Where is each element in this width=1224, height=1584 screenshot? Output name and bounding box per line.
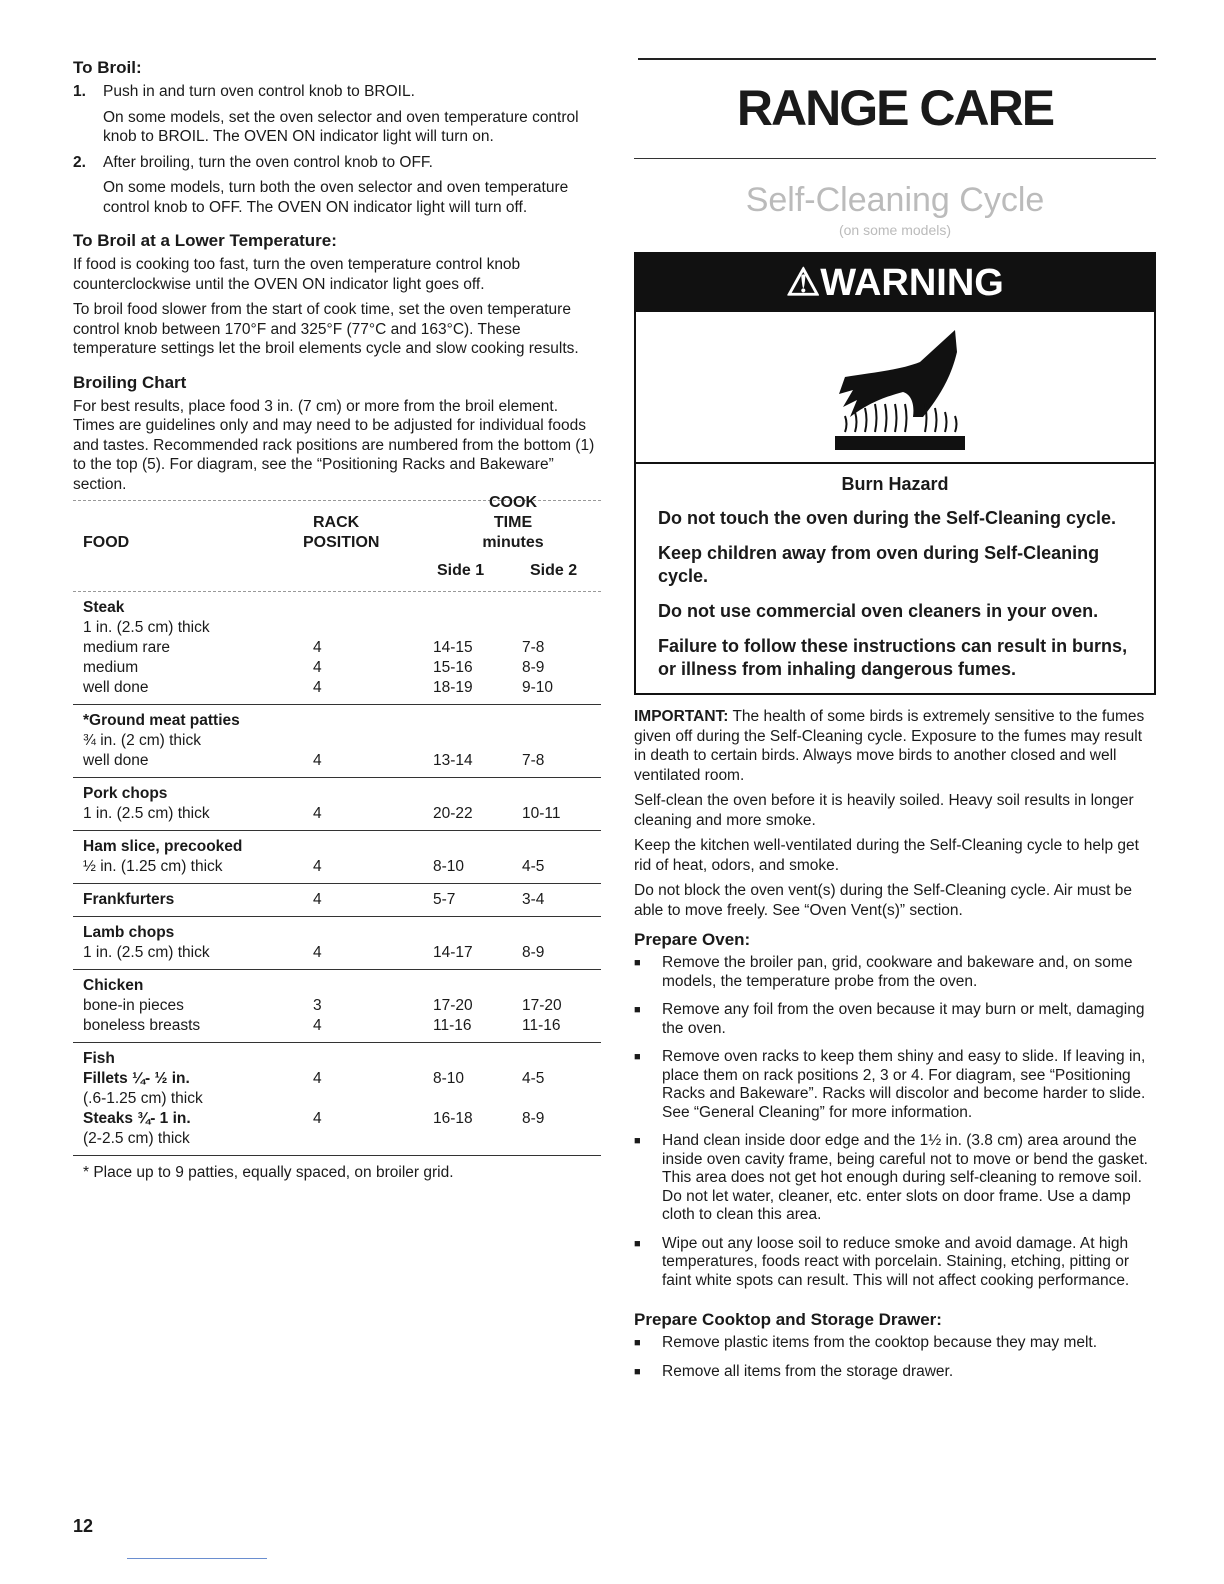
step-number: 2. [73,153,86,171]
col-side1: Side 1 [437,562,485,579]
col-cook-line2: TIME [493,514,533,531]
table-group [73,778,601,830]
table-row [73,890,601,910]
table-header [73,494,601,585]
warning-statement: Failure to follow these instructions can result in burns, or illness from inhaling dangerous fumes. [658,636,1128,679]
table-row [73,618,601,638]
list-item [634,1048,1156,1122]
table-cell: 3-4 [522,891,545,908]
table-cell: (2-2.5 cm) thick [83,1130,190,1147]
table-row [73,857,601,877]
table-row [73,1089,601,1109]
table-cell: 8-9 [522,659,545,676]
table-cell: 14-17 [433,944,473,961]
table-cell: 4 [313,639,322,656]
table-group [73,884,601,916]
table-row [73,784,601,804]
table-cell: 7-8 [522,752,545,769]
table-group [73,592,601,704]
list-item-text: Remove the broiler pan, grid, cookware and bakeware and, on some models, the temperature probe from the oven. [662,954,1133,990]
table-cell: 8-9 [522,944,545,961]
table-cell: 4-5 [522,1070,545,1087]
important-label: IMPORTANT: [634,708,729,725]
bullet-icon: ■ [634,1337,641,1349]
col-rack [303,513,403,553]
table-row [73,804,601,824]
table-cell: 8-9 [522,1110,545,1127]
bottom-rule [127,1558,267,1559]
prepare-oven-list [634,954,1156,1290]
step-note: On some models, turn both the oven selector and oven temperature control knob to OFF. The OVEN ON indicator light will turn off. [103,179,569,216]
bullet-icon: ■ [634,1135,641,1147]
lower-temp-paragraph: To broil food slower from the start of cook time, set the oven temperature control knob between 170°F and 325°F (77°C and 163°C). These temperature settings let the broil elements cycle and slow cooking results. [73,301,579,357]
warning-statement: Do not touch the oven during the Self-Cleaning cycle. [658,508,1117,528]
table-cell: Pork chops [83,785,168,802]
table-cell: 4 [313,659,322,676]
broil-heading: To Broil: [73,58,142,77]
broiling-chart-table [73,494,601,1182]
table-cell: 4 [313,1110,322,1127]
table-cell: 15-16 [433,659,473,676]
top-rule [638,58,1156,60]
warning-label: ⚠WARNING [636,254,1154,312]
table-cell: Frankfurters [83,891,175,908]
section-title: RANGE CARE [736,80,1054,136]
broiling-chart-heading: Broiling Chart [73,372,187,392]
table-row [73,1129,601,1149]
table-cell: 4 [313,1070,322,1087]
table-cell: Chicken [83,977,144,994]
bullet-icon: ■ [634,1051,641,1063]
burn-hazard-icon [636,312,1154,464]
list-item [634,1363,1156,1382]
warning-statement: Keep children away from oven during Self-Cleaning cycle. [658,543,1100,586]
table-cell: 4 [313,944,322,961]
table-cell: 16-18 [433,1110,473,1127]
table-row [73,1069,601,1089]
col-rack-line1: RACK [313,514,360,531]
table-group [73,831,601,883]
list-item-text: Remove any foil from the oven because it may burn or melt, damaging the oven. [662,1001,1145,1037]
table-cell: bone-in pieces [83,997,184,1014]
table-cell: 14-15 [433,639,473,656]
table-row [73,923,601,943]
table-cell: Ham slice, precooked [83,838,243,855]
list-item [634,1235,1156,1291]
table-cell: Lamb chops [83,924,175,941]
table-footnote: * Place up to 9 patties, equally spaced, on broiler grid. [83,1164,454,1181]
table-cell: 17-20 [433,997,473,1014]
table-cell: 4 [313,805,322,822]
list-item [634,954,1156,991]
list-item [634,1001,1156,1038]
left-column [73,58,601,1182]
table-cell: 7-8 [522,639,545,656]
table-cell: 4-5 [522,858,545,875]
table-cell: Fish [83,1050,115,1067]
table-cell: 8-10 [433,858,465,875]
col-cook [453,493,573,553]
page-number: 12 [73,1516,94,1536]
step-text: After broiling, turn the oven control knob to OFF. [103,153,433,171]
table-row [73,751,601,771]
table-cell: 8-10 [433,1070,465,1087]
table-cell: 11-16 [433,1017,472,1034]
table-row [73,943,601,963]
broil-step-1 [73,82,601,102]
table-row [73,731,601,751]
table-cell: 5-7 [433,891,456,908]
table-row [73,598,601,618]
table-cell: Fillets ¼- ½ in. [83,1070,190,1087]
table-cell: 4 [313,679,322,696]
table-cell: 13-14 [433,752,473,769]
col-side2: Side 2 [530,562,578,579]
important-paragraph [634,707,1156,785]
bullet-icon: ■ [634,1237,641,1250]
table-row [73,837,601,857]
col-rack-line2: POSITION [303,534,380,551]
table-cell: ¾ in. (2 cm) thick [83,732,201,749]
warning-body [636,464,1154,693]
table-row [73,678,601,698]
table-group [73,917,601,969]
care-paragraph: Keep the kitchen well-ventilated during the Self-Cleaning cycle to help get rid of heat, odors, and smoke. [634,837,1139,874]
warning-box [634,252,1156,695]
step-number: 1. [73,83,86,100]
broil-step-2 [73,153,601,173]
bullet-icon: ■ [634,1004,641,1016]
bullet-icon: ■ [634,957,641,969]
table-cell: 17-20 [522,997,562,1014]
table-cell: 4 [313,858,322,875]
table-cell: 20-22 [433,805,473,822]
lower-temp-heading: To Broil at a Lower Temperature: [73,231,337,250]
table-body [73,592,601,1156]
table-row [73,638,601,658]
table-row [73,1049,601,1069]
step-note: On some models, set the oven selector and oven temperature control knob to BROIL. The OVEN ON indicator light will turn on. [103,108,579,145]
table-cell: 3 [313,997,322,1014]
table-cell: medium [83,659,139,676]
broiling-chart-intro: For best results, place food 3 in. (7 cm) or more from the broil element. Times are guidelines only and may need to be adjusted for individual foods and tastes. Recommended rack positions are numbered from the bottom (1) to the top (5). For diagram, see the “Positioning Racks and Bakeware” section. [73,397,595,493]
col-food: FOOD [83,534,130,551]
table-cell: well done [83,679,149,696]
table-row [73,1109,601,1129]
table-cell: *Ground meat patties [83,712,240,729]
prepare-cooktop-heading: Prepare Cooktop and Storage Drawer: [634,1310,942,1329]
prepare-cooktop-list [634,1334,1156,1381]
table-cell: 1 in. (2.5 cm) thick [83,805,210,822]
list-item [634,1132,1156,1225]
list-item-text: Remove all items from the storage drawer. [662,1362,954,1380]
table-cell: 1 in. (2.5 cm) thick [83,619,210,636]
table-cell: ½ in. (1.25 cm) thick [83,858,223,875]
table-cell: Steaks ¾- 1 in. [83,1110,191,1127]
warning-statement: Do not use commercial oven cleaners in your oven. [658,601,1099,621]
right-column [634,58,1156,1391]
col-cook-line3: minutes [482,534,544,551]
table-cell: 4 [313,1017,322,1034]
table-cell: 10-11 [522,805,561,822]
list-item [634,1334,1156,1353]
table-cell: (.6-1.25 cm) thick [83,1090,203,1107]
lower-temp-paragraph: If food is cooking too fast, turn the oven temperature control knob counterclockwise until the OVEN ON indicator light goes off. [73,256,521,293]
list-item-text: Remove oven racks to keep them shiny and easy to slide. If leaving in, place them on rack positions 2, 3 or 4. For diagram, see “Positioning Racks and Bakeware”. Racks will discolor and become harder to slide. See “General Cleaning” for more information. [662,1048,1146,1121]
table-cell: boneless breasts [83,1017,201,1034]
table-row [73,711,601,731]
table-group [73,970,601,1042]
faded-heading: Self-Cleaning Cycle [745,181,1045,219]
table-row [73,658,601,678]
table-cell: 9-10 [522,679,554,696]
important-text: The health of some birds is extremely sensitive to the fumes given off during the Self-Cleaning cycle. Exposure to the fumes may result in death to certain birds. Always move birds to another closed and well ventilated room. [634,708,1145,784]
prepare-oven-heading: Prepare Oven: [634,930,751,949]
hazard-title: Burn Hazard [841,474,949,494]
table-cell: 18-19 [433,679,473,696]
step-text: Push in and turn oven control knob to BROIL. [103,83,415,100]
list-item-text: Hand clean inside door edge and the 1½ in. (3.8 cm) area around the inside oven cavity frame, being careful not to move or bend the gasket. This area does not get hot enough during self-cleaning to remove soil. Do not let water, cleaner, etc. enter slots on door frame. Use a damp cloth to clean this area. [662,1132,1148,1223]
table-group [73,1043,601,1155]
table-row [73,996,601,1016]
table-cell: well done [83,752,149,769]
list-item-text: Wipe out any loose soil to reduce smoke and avoid damage. At high temperatures, foods react with porcelain. Staining, etching, pitting or faint white spots can result. This will not affect cooking performance. [662,1234,1130,1289]
col-cook-line1: COOK [489,494,537,511]
table-row [73,1016,601,1036]
table-cell: 1 in. (2.5 cm) thick [83,944,210,961]
care-paragraph: Self-clean the oven before it is heavily soiled. Heavy soil results in longer cleaning and more smoke. [634,792,1134,829]
table-row [73,976,601,996]
table-cell: 4 [313,752,322,769]
table-group [73,705,601,777]
title-rule [634,158,1156,159]
list-item-text: Remove plastic items from the cooktop because they may melt. [662,1334,1098,1351]
table-cell: 11-16 [522,1017,561,1034]
table-cell: Steak [83,599,125,616]
bullet-icon: ■ [634,1365,641,1378]
care-paragraph: Do not block the oven vent(s) during the Self-Cleaning cycle. Air must be able to move freely. See “Oven Vent(s)” section. [634,882,1132,919]
table-cell: medium rare [83,639,170,656]
faded-subheading: (on some models) [838,222,952,238]
table-cell: 4 [313,891,322,908]
